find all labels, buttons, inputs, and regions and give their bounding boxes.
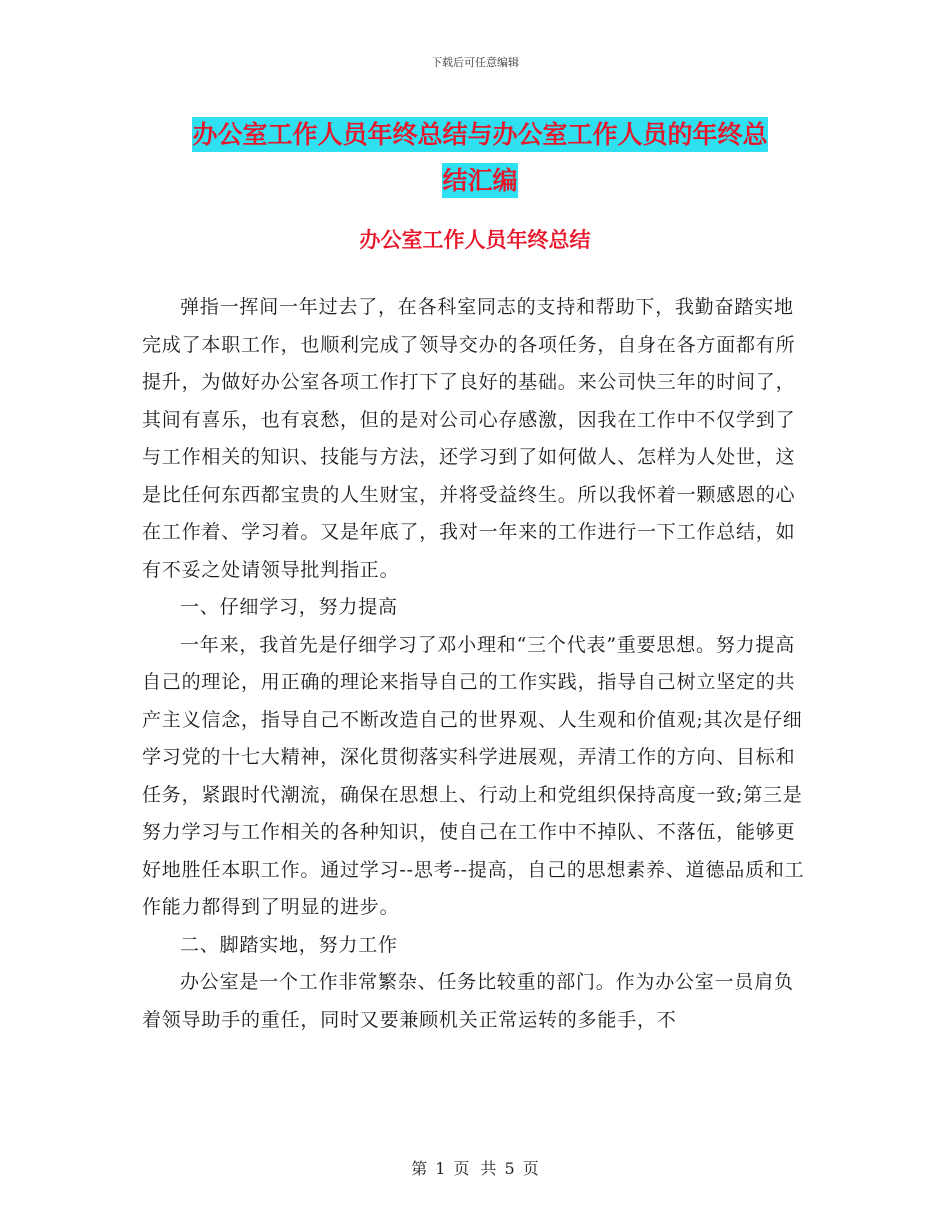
paragraph-heading-1: 一、仔细学习，努力提高	[180, 596, 398, 618]
section-title: 办公室工作人员年终总结	[359, 228, 591, 252]
document-title	[140, 112, 820, 204]
footer-suffix: 页	[522, 1159, 539, 1178]
document-title-line-1: 办公室工作人员年终总结与办公室工作人员的年终总	[192, 117, 767, 152]
paragraph-study: 一年来，我首先是仔细学习了邓小理和“三个代表”重要思想。努力提高自己的理论，用正确的理论来指导自己的工作实践，指导自己树立坚定的共产主义信念，指导自己不断改造自己的世界观、人生观和价值观;其次是仔细学习党的十七大精神，深化贯彻落实科学进展观，弄清工作的方向、目标和任务，紧跟时代潮流，确保在思想上、行动上和党组织保持高度一致;第三是努力学习与工作相关的各种知识，使自己在工作中不掉队、不落伍，能够更好地胜任本职工作。通过学习--思考--提高，自己的思想素养、道德品质和工作能力都得到了明显的进步。	[142, 633, 805, 918]
footer-prefix: 第	[411, 1159, 428, 1178]
header-note: 下载后可任意编辑	[431, 56, 519, 69]
page-footer	[0, 1156, 950, 1179]
body-text	[142, 289, 812, 1039]
paragraph-intro: 弹指一挥间一年过去了，在各科室同志的支持和帮助下，我勤奋踏实地完成了本职工作，也顺利完成了领导交办的各项任务，自身在各方面都有所提升，为做好办公室各项工作打下了良好的基础。来公司快三年的时间了，其间有喜乐，也有哀愁，但的是对公司心存感激，因我在工作中不仅学到了与工作相关的知识、技能与方法，还学习到了如何做人、怎样为人处世，这是比任何东西都宝贵的人生财宝，并将受益终生。所以我怀着一颗感恩的心在工作着、学习着。又是年底了，我对一年来的工作进行一下工作总结，如有不妥之处请领导批判指正。	[142, 296, 796, 581]
footer-page-number: 1	[435, 1159, 446, 1178]
paragraph-work: 办公室是一个工作非常繁杂、任务比较重的部门。作为办公室一员肩负着领导助手的重任，同时又要兼顾机关正常运转的多能手，不	[142, 971, 794, 1031]
footer-middle: 页 共	[453, 1159, 497, 1178]
paragraph-heading-2: 二、脚踏实地，努力工作	[180, 933, 398, 956]
document-title-line-2: 结汇编	[442, 163, 517, 198]
footer-total-pages: 5	[504, 1159, 515, 1178]
